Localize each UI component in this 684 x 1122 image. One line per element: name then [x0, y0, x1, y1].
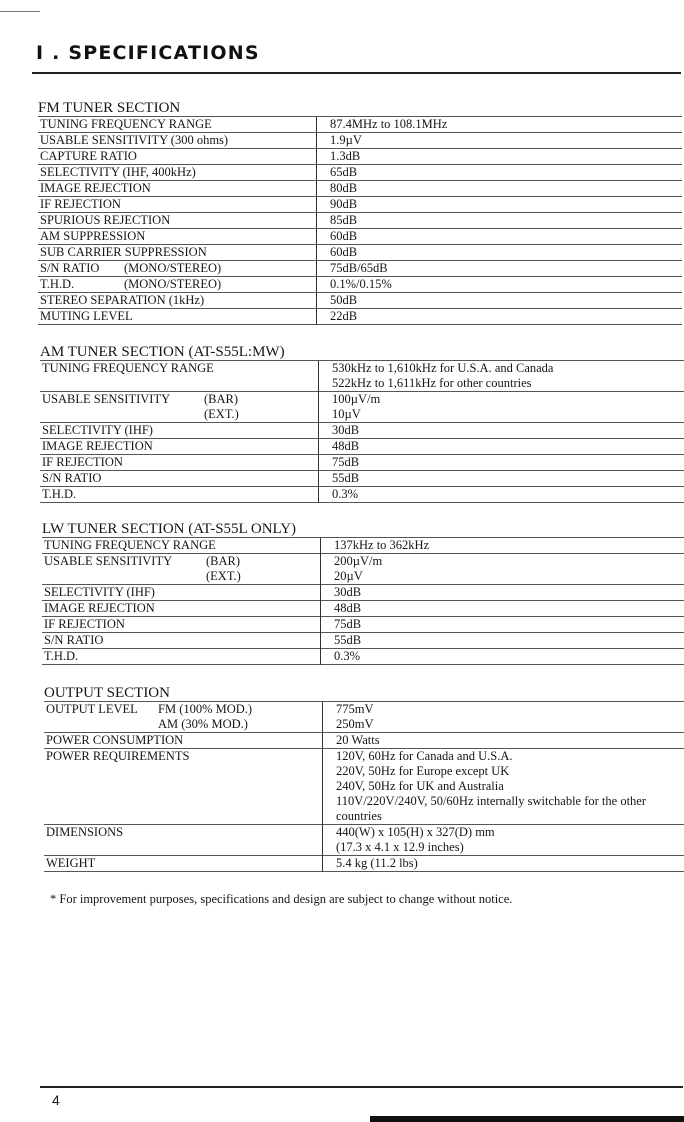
spec-label-spacer	[42, 407, 204, 422]
bottom-edge-bar	[370, 1116, 684, 1122]
spec-row	[40, 439, 684, 455]
spec-row	[40, 423, 684, 439]
spec-label-cell	[38, 293, 316, 309]
footer-rule	[40, 1086, 683, 1088]
spec-value: 110V/220V/240V, 50/60Hz internally switchable for the other	[336, 794, 647, 808]
spec-value: 60dB	[330, 245, 358, 259]
spec-value-cell	[318, 487, 684, 503]
spec-value-cell	[316, 149, 682, 165]
spec-value-cell	[316, 181, 682, 197]
spec-label-spacer	[46, 717, 158, 732]
spec-value-cell	[322, 749, 684, 825]
spec-row	[38, 213, 682, 229]
spec-value-cell	[320, 601, 684, 617]
spec-label-spacer	[46, 809, 322, 824]
spec-label-cell	[40, 471, 318, 487]
spec-label-cell	[38, 181, 316, 197]
spec-label: USABLE SENSITIVITY	[42, 392, 171, 406]
spec-value-cell	[320, 585, 684, 601]
spec-label: S/N RATIO	[40, 261, 100, 275]
spec-value: 50dB	[330, 293, 358, 307]
spec-label-cell	[40, 361, 318, 392]
spec-sub-label: FM (100% MOD.)	[158, 702, 253, 716]
spec-label: TUNING FREQUENCY RANGE	[44, 538, 216, 552]
spec-label-cell	[38, 117, 316, 133]
spec-value-cell	[320, 633, 684, 649]
spec-label: AM SUPPRESSION	[40, 229, 146, 243]
spec-value-cell	[322, 825, 684, 856]
spec-label-cell	[44, 856, 322, 872]
spec-value: 220V, 50Hz for Europe except UK	[336, 764, 510, 778]
spec-label-cell	[38, 197, 316, 213]
section-title-text: OUTPUT SECTION	[44, 685, 174, 701]
spec-value: 137kHz to 362kHz	[334, 538, 430, 552]
spec-value: 48dB	[332, 439, 360, 453]
spec-sub-label: AM (30% MOD.)	[158, 717, 248, 731]
spec-label: IMAGE REJECTION	[44, 601, 155, 615]
spec-label-line	[44, 569, 320, 584]
spec-label-spacer	[46, 764, 322, 779]
spec-label: IF REJECTION	[44, 617, 125, 631]
spec-row	[38, 277, 682, 293]
section-title	[44, 685, 684, 702]
spec-sub-label: (EXT.)	[204, 407, 239, 421]
spec-row	[38, 229, 682, 245]
spec-row	[40, 471, 684, 487]
spec-label-cell	[44, 749, 322, 825]
spec-label-cell	[40, 439, 318, 455]
spec-value-cell	[318, 439, 684, 455]
title-rule	[32, 72, 681, 74]
spec-sub-label: (EXT.)	[206, 569, 241, 583]
spec-value: 440(W) x 105(H) x 327(D) mm	[336, 825, 495, 839]
spec-value: 75dB	[334, 617, 362, 631]
spec-value-cell	[322, 702, 684, 733]
spec-label-cell	[42, 617, 320, 633]
spec-table	[38, 117, 682, 325]
spec-value-cell	[318, 471, 684, 487]
spec-value-cell	[316, 165, 682, 181]
spec-row	[38, 245, 682, 261]
spec-label: STEREO SEPARATION (1kHz)	[40, 293, 205, 307]
section-title	[38, 100, 682, 117]
spec-value: 522kHz to 1,611kHz for other countries	[332, 376, 532, 390]
spec-label: USABLE SENSITIVITY	[44, 554, 173, 568]
spec-value: 0.3%	[334, 649, 361, 663]
spec-value: 75dB/65dB	[330, 261, 388, 275]
fm-tuner-section	[38, 100, 682, 325]
spec-label-cell	[40, 487, 318, 503]
section-title-text: AM TUNER SECTION (AT-S55L:MW)	[40, 344, 289, 360]
footnote: * For improvement purposes, specifications and design are subject to change without notice.	[50, 892, 513, 906]
corner-crop-mark	[0, 11, 40, 12]
spec-value: 60dB	[330, 229, 358, 243]
spec-value: 250mV	[336, 717, 374, 731]
spec-row	[42, 617, 684, 633]
spec-row	[40, 361, 684, 392]
spec-label: IMAGE REJECTION	[42, 439, 153, 453]
spec-label-spacer	[42, 376, 318, 391]
spec-row	[38, 133, 682, 149]
spec-label-cell	[38, 133, 316, 149]
spec-row	[44, 856, 684, 872]
spec-value-cell	[318, 423, 684, 439]
spec-row	[38, 165, 682, 181]
spec-row	[44, 825, 684, 856]
spec-row	[42, 633, 684, 649]
spec-row	[38, 149, 682, 165]
spec-label-cell	[38, 261, 316, 277]
spec-value-cell	[320, 554, 684, 585]
spec-value: 80dB	[330, 181, 358, 195]
spec-label-line	[40, 261, 316, 276]
spec-value: 240V, 50Hz for UK and Australia	[336, 779, 504, 793]
spec-value-cell	[316, 229, 682, 245]
spec-label: IF REJECTION	[40, 197, 121, 211]
spec-row	[38, 261, 682, 277]
spec-label-line	[42, 407, 318, 422]
spec-row	[42, 649, 684, 665]
spec-label: IF REJECTION	[42, 455, 123, 469]
spec-label-line	[40, 277, 316, 292]
spec-label: WEIGHT	[46, 856, 96, 870]
spec-label: SELECTIVITY (IHF)	[42, 423, 153, 437]
page-number: 4	[52, 1092, 60, 1108]
spec-label-line	[46, 717, 322, 732]
spec-row	[44, 733, 684, 749]
spec-label-cell	[42, 649, 320, 665]
spec-value: 120V, 60Hz for Canada and U.S.A.	[336, 749, 513, 763]
spec-label: SPURIOUS REJECTION	[40, 213, 171, 227]
spec-row	[40, 455, 684, 471]
spec-label-cell	[40, 455, 318, 471]
spec-row	[44, 749, 684, 825]
spec-value-cell	[316, 133, 682, 149]
spec-value: 200µV/m	[334, 554, 383, 568]
spec-label-cell	[38, 165, 316, 181]
section-title-text: LW TUNER SECTION (AT-S55L ONLY)	[42, 521, 300, 537]
spec-label-cell	[40, 392, 318, 423]
am-tuner-section	[40, 344, 684, 503]
spec-value: 48dB	[334, 601, 362, 615]
spec-value: 530kHz to 1,610kHz for U.S.A. and Canada	[332, 361, 554, 375]
spec-value: 5.4 kg (11.2 lbs)	[336, 856, 418, 870]
spec-value-cell	[322, 856, 684, 872]
spec-value: 20µV	[334, 569, 363, 583]
spec-label: POWER REQUIREMENTS	[46, 749, 190, 763]
spec-value: 22dB	[330, 309, 358, 323]
section-title-text: FM TUNER SECTION	[38, 100, 184, 116]
section-title	[42, 521, 684, 538]
spec-value-cell	[316, 293, 682, 309]
spec-value: 0.3%	[332, 487, 359, 501]
spec-label-cell	[38, 149, 316, 165]
spec-value: 90dB	[330, 197, 358, 211]
spec-value-cell	[320, 617, 684, 633]
spec-value-cell	[318, 455, 684, 471]
spec-label: SELECTIVITY (IHF)	[44, 585, 155, 599]
spec-value-cell	[316, 277, 682, 293]
spec-label-cell	[44, 825, 322, 856]
spec-table	[42, 538, 684, 665]
spec-label: POWER CONSUMPTION	[46, 733, 184, 747]
spec-value: 30dB	[332, 423, 360, 437]
spec-label-cell	[38, 213, 316, 229]
spec-label-spacer	[46, 779, 322, 794]
spec-row	[40, 487, 684, 503]
output-section	[44, 685, 684, 872]
spec-value: 1.9µV	[330, 133, 362, 147]
spec-value-cell	[316, 117, 682, 133]
spec-value: 55dB	[332, 471, 360, 485]
spec-label-line	[46, 702, 322, 717]
spec-label: DIMENSIONS	[46, 825, 124, 839]
spec-row	[42, 585, 684, 601]
spec-value: 55dB	[334, 633, 362, 647]
spec-label-spacer	[46, 840, 322, 855]
lw-tuner-section	[42, 521, 684, 665]
spec-label-line	[44, 554, 320, 569]
spec-label-spacer	[46, 794, 322, 809]
spec-value: 87.4MHz to 108.1MHz	[330, 117, 448, 131]
spec-table	[40, 361, 684, 503]
spec-label: MUTING LEVEL	[40, 309, 133, 323]
spec-label: T.H.D.	[44, 649, 79, 663]
spec-label-cell	[42, 601, 320, 617]
spec-table	[44, 702, 684, 872]
spec-value-cell	[316, 245, 682, 261]
spec-qualifier: (MONO/STEREO)	[124, 277, 222, 291]
spec-label: OUTPUT LEVEL	[46, 702, 138, 716]
section-title	[40, 344, 684, 361]
spec-value: 100µV/m	[332, 392, 381, 406]
spec-value-cell	[316, 309, 682, 325]
spec-row	[38, 197, 682, 213]
spec-label-cell	[38, 309, 316, 325]
spec-label-cell	[38, 245, 316, 261]
spec-label-cell	[44, 702, 322, 733]
spec-row	[40, 392, 684, 423]
spec-row	[44, 702, 684, 733]
spec-row	[38, 293, 682, 309]
spec-row	[38, 309, 682, 325]
spec-value-cell	[318, 392, 684, 423]
spec-row	[42, 538, 684, 554]
spec-value-cell	[316, 197, 682, 213]
page-title: I . SPECIFICATIONS	[36, 42, 260, 64]
spec-qualifier: (MONO/STEREO)	[124, 261, 222, 275]
spec-label: IMAGE REJECTION	[40, 181, 151, 195]
spec-label-cell	[42, 585, 320, 601]
spec-value: 775mV	[336, 702, 374, 716]
spec-value-cell	[318, 361, 684, 392]
spec-label-cell	[40, 423, 318, 439]
spec-label: T.H.D.	[40, 277, 75, 291]
spec-label-cell	[42, 554, 320, 585]
spec-row	[42, 554, 684, 585]
spec-value-cell	[320, 649, 684, 665]
spec-label-cell	[44, 733, 322, 749]
spec-label: T.H.D.	[42, 487, 77, 501]
spec-row	[42, 601, 684, 617]
spec-row	[38, 117, 682, 133]
spec-sub-label: (BAR)	[206, 554, 241, 568]
spec-value: (17.3 x 4.1 x 12.9 inches)	[336, 840, 464, 854]
spec-value: 0.1%/0.15%	[330, 277, 392, 291]
spec-label: SUB CARRIER SUPPRESSION	[40, 245, 207, 259]
spec-value: 65dB	[330, 165, 358, 179]
spec-label: TUNING FREQUENCY RANGE	[40, 117, 212, 131]
spec-label-cell	[38, 277, 316, 293]
spec-value: 10µV	[332, 407, 361, 421]
spec-label: CAPTURE RATIO	[40, 149, 137, 163]
spec-label: USABLE SENSITIVITY (300 ohms)	[40, 133, 229, 147]
spec-value: 85dB	[330, 213, 358, 227]
spec-label: S/N RATIO	[44, 633, 104, 647]
spec-value: 75dB	[332, 455, 360, 469]
spec-label-cell	[42, 633, 320, 649]
spec-value-cell	[322, 733, 684, 749]
spec-label-line	[42, 392, 318, 407]
spec-value: 20 Watts	[336, 733, 380, 747]
spec-label: S/N RATIO	[42, 471, 102, 485]
spec-row	[38, 181, 682, 197]
spec-sub-label: (BAR)	[204, 392, 239, 406]
spec-label-cell	[38, 229, 316, 245]
spec-value-cell	[316, 213, 682, 229]
spec-label-cell	[42, 538, 320, 554]
spec-value: 1.3dB	[330, 149, 361, 163]
spec-value: 30dB	[334, 585, 362, 599]
spec-value-cell	[316, 261, 682, 277]
spec-value: countries	[336, 809, 382, 823]
spec-label: TUNING FREQUENCY RANGE	[42, 361, 214, 375]
spec-label-spacer	[44, 569, 206, 584]
spec-label: SELECTIVITY (IHF, 400kHz)	[40, 165, 196, 179]
spec-value-cell	[320, 538, 684, 554]
